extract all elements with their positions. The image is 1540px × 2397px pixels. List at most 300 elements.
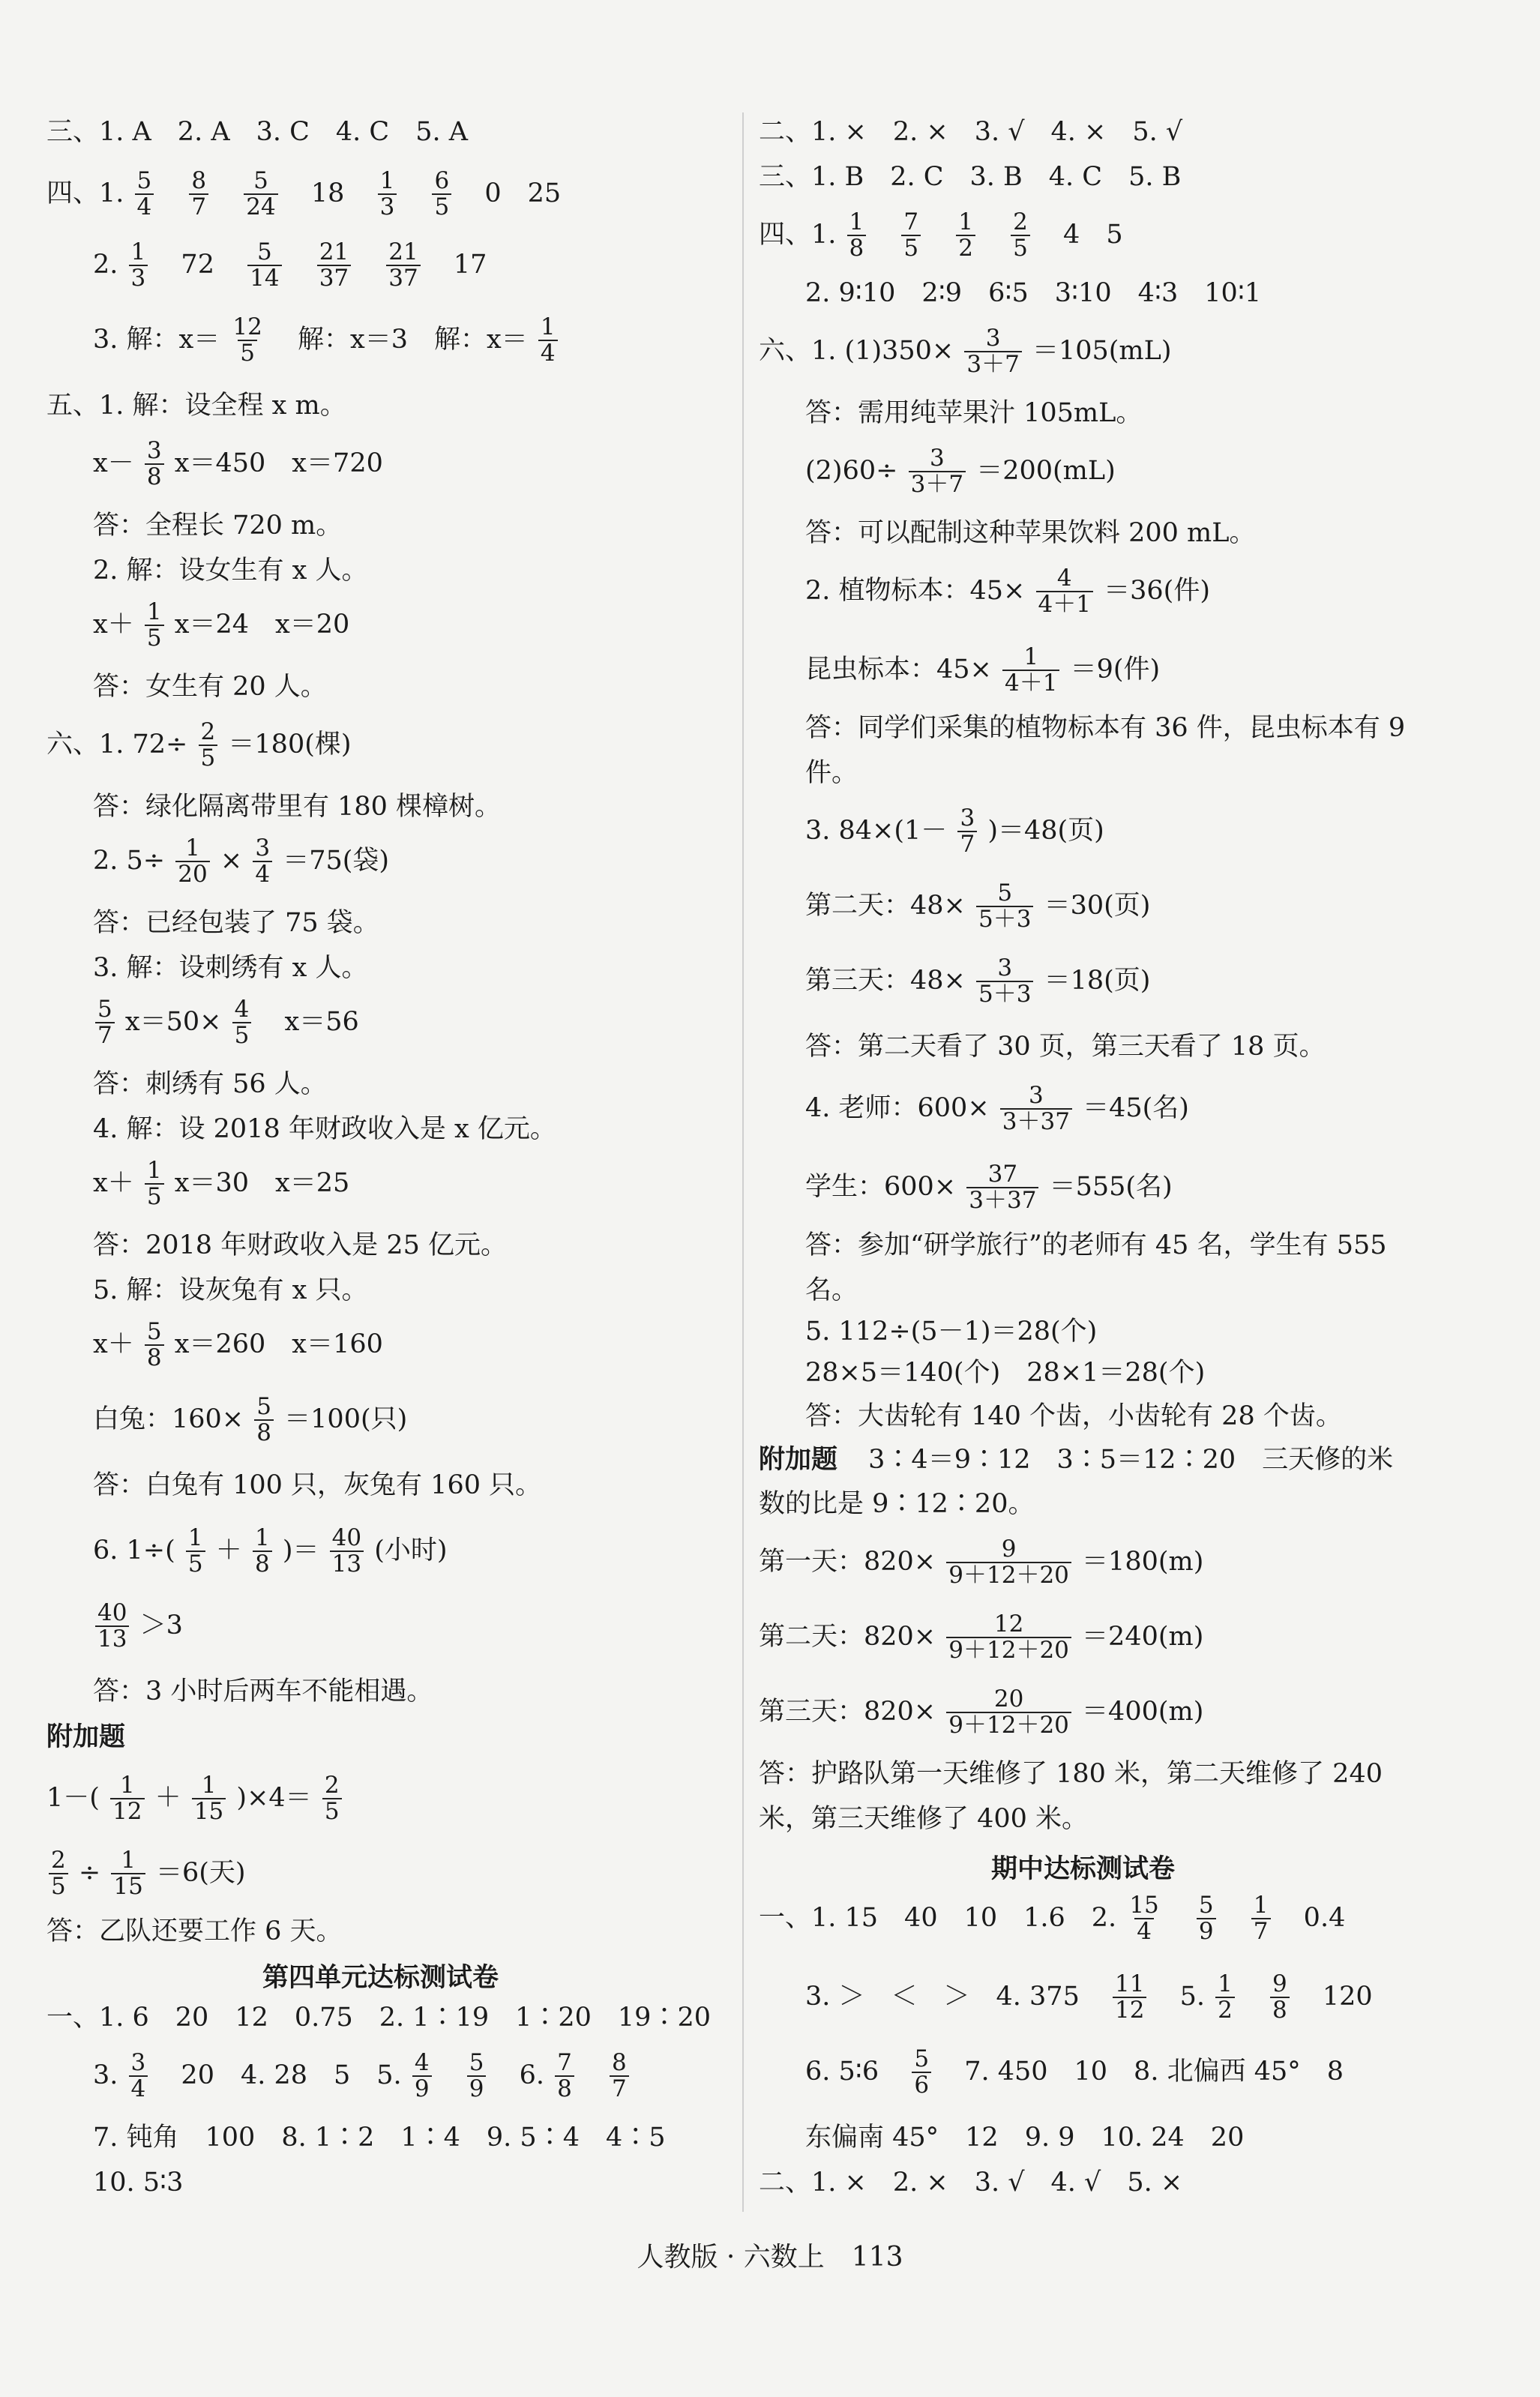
text-segment: ＝240(m) [1082, 1621, 1204, 1652]
text-segment: 四、1. [759, 219, 837, 250]
fraction [95, 1601, 129, 1652]
denominator: 13 [330, 1551, 364, 1577]
answer-line [46, 1395, 407, 1446]
text-segment: x＝56 [284, 1006, 359, 1037]
numerator: 4 [414, 2049, 430, 2076]
numerator: 21 [319, 238, 349, 265]
numerator: 8 [612, 2049, 627, 2076]
answer-line [759, 2047, 1344, 2099]
numerator: 5 [146, 1318, 162, 1345]
answer-line [46, 720, 352, 772]
answer-line [46, 1601, 183, 1652]
text-segment: 学生：600× [805, 1171, 957, 1202]
denominator: 4 [135, 193, 154, 220]
text-segment: (2)60÷ [805, 455, 898, 486]
numerator: 1 [849, 208, 864, 235]
fraction [909, 446, 966, 498]
denominator: 5＋3 [976, 906, 1033, 932]
answer-line [46, 315, 560, 367]
denominator: 5 [49, 1873, 68, 1899]
numerator: 3 [146, 437, 162, 464]
numerator: 20 [993, 1685, 1024, 1712]
numerator: 1 [958, 208, 974, 235]
answer-line: 3. 解：设刺绣有 x 人。 [93, 953, 368, 983]
fraction [110, 1773, 144, 1825]
answer-line: 答：同学们采集的植物标本有 36 件，昆虫标本有 9 [805, 713, 1406, 743]
text-segment: 17 [453, 249, 487, 280]
numerator: 1 [187, 1524, 203, 1551]
fraction [966, 1162, 1038, 1214]
numerator: 1 [121, 1847, 136, 1874]
fraction [956, 210, 975, 262]
denominator: 9＋12＋20 [946, 1637, 1071, 1663]
numerator: 4 [234, 996, 250, 1023]
text-segment: )＝ [282, 1535, 319, 1566]
fraction [253, 836, 272, 888]
denominator: 9＋12＋20 [946, 1562, 1071, 1588]
text-segment: x＝30 x＝25 [174, 1167, 350, 1198]
denominator: 9 [1197, 1918, 1216, 1944]
answer-line [46, 1320, 383, 1371]
fraction [901, 210, 921, 262]
text-segment: 昆虫标本：45× [805, 654, 992, 685]
fraction [976, 956, 1033, 1008]
text-segment: ＝180(棵) [228, 729, 352, 760]
text-segment: 四、1. [46, 178, 124, 208]
denominator: 4 [253, 861, 272, 887]
denominator: 5 [238, 340, 257, 366]
text-segment: ＝36(件) [1104, 575, 1210, 606]
fraction [145, 1158, 164, 1210]
text-segment: ＝30(页) [1044, 890, 1151, 921]
answer-line [759, 881, 1150, 933]
numerator: 7 [903, 208, 919, 235]
denominator: 7 [189, 193, 208, 220]
numerator: 5 [256, 238, 272, 265]
answer-line: 2. 9∶10 2∶9 6∶5 3∶10 4∶3 10∶1 [805, 278, 1262, 308]
numerator: 1 [1253, 1892, 1269, 1919]
answer-line: 东偏南 45° 12 9. 9 10. 24 20 [805, 2123, 1245, 2153]
answer-line: 答：刺绣有 56 人。 [93, 1069, 327, 1099]
denominator: 4 [538, 340, 558, 366]
answer-line: 米，第三天维修了 400 米。 [759, 1804, 1089, 1834]
numerator: 5 [136, 167, 152, 194]
answer-line: 答：女生有 20 人。 [93, 672, 327, 702]
answer-line [46, 2051, 631, 2102]
text-segment: 3. ＞ ＜ ＞ 4. 375 [805, 1981, 1080, 2012]
answer-line: 7. 钝角 100 8. 1∶2 1∶4 9. 5∶4 4∶5 [93, 2123, 666, 2153]
answer-line [759, 1612, 1203, 1664]
text-segment: x＋ [93, 609, 134, 640]
denominator: 9＋12＋20 [946, 1712, 1071, 1738]
text-segment: 6. 1÷( [93, 1535, 175, 1566]
fraction [1036, 566, 1093, 618]
section-label: 附加题 [46, 1721, 126, 1752]
fraction [254, 1395, 274, 1446]
answer-line: 答：已经包装了 75 袋。 [93, 908, 379, 938]
denominator: 3 [378, 193, 397, 220]
denominator: 7 [95, 1022, 115, 1048]
numerator: 8 [191, 167, 207, 194]
denominator: 8 [847, 235, 867, 261]
text-segment: 第三天：820× [759, 1696, 936, 1727]
text-segment: x＝24 x＝20 [174, 609, 350, 640]
text-segment: ＝180(m) [1082, 1546, 1204, 1577]
denominator: 5 [901, 235, 921, 261]
fraction [1197, 1893, 1216, 1945]
section-label: 附加题 [759, 1444, 838, 1475]
fraction [1011, 210, 1030, 262]
denominator: 12 [110, 1798, 144, 1824]
denominator: 4 [129, 2075, 148, 2102]
fraction [322, 1773, 342, 1825]
answer-line [46, 1158, 349, 1210]
fraction [946, 1612, 1071, 1664]
denominator: 3＋37 [966, 1187, 1038, 1213]
answer-line: 答：护路队第一天维修了 180 米，第二天维修了 240 [759, 1759, 1383, 1789]
text-segment: 18 [310, 178, 345, 208]
answer-line [759, 956, 1150, 1008]
answer-line: 5. 解：设灰兔有 x 只。 [93, 1275, 368, 1305]
numerator: 1 [201, 1772, 217, 1799]
answer-line: 10. 5∶3 [93, 2168, 184, 2198]
denominator: 15 [192, 1798, 226, 1824]
denominator: 8 [253, 1551, 272, 1577]
numerator: 1 [540, 313, 556, 340]
numerator: 21 [388, 238, 418, 265]
text-segment: 一、1. 15 40 10 1.6 2. [759, 1902, 1117, 1933]
numerator: 15 [1129, 1892, 1159, 1919]
fraction [610, 2051, 629, 2102]
answer-line: 名。 [805, 1275, 858, 1305]
answer-line [759, 645, 1160, 697]
answer-line [759, 210, 1123, 262]
fraction [230, 315, 264, 367]
text-segment: x＋ [93, 1167, 134, 1198]
numerator: 1 [1023, 643, 1039, 670]
numerator: 5 [997, 879, 1013, 906]
fraction [1002, 645, 1059, 697]
section-heading: 期中达标测试卷 [991, 1853, 1176, 1884]
numerator: 5 [97, 996, 112, 1023]
text-segment: 3. 解：x＝ [93, 324, 220, 355]
numerator: 1 [379, 167, 395, 194]
denominator: 5 [186, 1551, 205, 1577]
text-segment: ＋ [154, 1782, 181, 1813]
numerator: 40 [331, 1524, 362, 1551]
denominator: 7 [1251, 1918, 1271, 1944]
answer-line [759, 806, 1104, 858]
answer-line: 件。 [805, 758, 858, 788]
answer-line: 答：参加“研学旅行”的老师有 45 名，学生有 555 [805, 1230, 1387, 1260]
numerator: 1 [119, 1772, 135, 1799]
text-segment: ＝75(袋) [283, 845, 390, 876]
fraction [847, 210, 867, 262]
fraction [317, 240, 351, 292]
answer-line [46, 240, 487, 292]
text-segment: ＝100(只) [284, 1404, 408, 1434]
fraction [412, 2051, 432, 2102]
answer-line: 答：乙队还要工作 6 天。 [46, 1916, 343, 1946]
denominator: 7 [610, 2075, 629, 2102]
fraction [538, 315, 558, 367]
text-segment: x＝260 x＝160 [174, 1329, 383, 1359]
answer-line: 答：大齿轮有 140 个齿，小齿轮有 28 个齿。 [805, 1401, 1342, 1431]
fraction [192, 1773, 226, 1825]
answer-line [46, 1773, 344, 1825]
text-segment: 第二天：48× [805, 890, 966, 921]
answer-line: 数的比是 9∶12∶20。 [759, 1489, 1035, 1519]
fraction [964, 326, 1021, 378]
denominator: 2 [956, 235, 975, 261]
numerator: 2 [200, 718, 216, 745]
denominator: 8 [145, 1344, 164, 1371]
answer-line: 答：绿化隔离带里有 180 棵樟树。 [93, 792, 502, 822]
denominator: 5 [145, 1183, 164, 1209]
denominator: 9 [412, 2075, 432, 2102]
numerator: 9 [1272, 1970, 1287, 1997]
denominator: 2 [1215, 1997, 1235, 2023]
fraction [189, 169, 208, 220]
numerator: 12 [232, 313, 262, 340]
text-segment: 解：x＝3 解：x＝ [298, 324, 528, 355]
denominator: 15 [111, 1873, 145, 1899]
text-segment: ＝6(天) [155, 1857, 246, 1888]
text-segment: 0.4 [1303, 1902, 1346, 1933]
text-segment: (小时) [374, 1535, 448, 1566]
answer-line [759, 1687, 1203, 1739]
text-segment: 第一天：820× [759, 1546, 936, 1577]
numerator: 2 [1013, 208, 1028, 235]
text-segment: 3. 84×(1－ [805, 815, 948, 846]
numerator: 7 [557, 2049, 572, 2076]
text-segment: 第三天：48× [805, 965, 966, 996]
answer-line [46, 600, 349, 652]
text-segment: ＝555(名) [1049, 1171, 1173, 1202]
text-segment: )＝48(页) [987, 815, 1104, 846]
text-segment: ＝105(mL) [1032, 335, 1172, 366]
numerator: 1 [254, 1524, 270, 1551]
denominator: 5 [232, 1022, 252, 1048]
fraction [1215, 1972, 1235, 2024]
text-segment: x－ [93, 448, 134, 478]
numerator: 3 [255, 834, 271, 861]
fraction [145, 439, 164, 490]
text-segment: x＝50× [124, 1006, 222, 1037]
text-segment: 3∶4＝9∶12 3∶5＝12∶20 三天修的米 [868, 1445, 1394, 1475]
text-segment: 第二天：820× [759, 1621, 936, 1652]
denominator: 5＋3 [976, 981, 1033, 1007]
numerator: 3 [929, 445, 945, 472]
numerator: 3 [997, 954, 1013, 981]
fraction [232, 997, 252, 1049]
text-segment: x＋ [93, 1329, 134, 1359]
answer-line: 答：2018 年财政收入是 25 亿元。 [93, 1230, 507, 1260]
fraction [129, 240, 148, 292]
text-segment: ＞3 [139, 1610, 183, 1640]
denominator: 7 [957, 831, 977, 857]
text-segment: ＝18(页) [1044, 965, 1151, 996]
column-divider [742, 112, 744, 2212]
text-segment: )×4＝ [236, 1782, 312, 1813]
fraction [946, 1537, 1071, 1589]
numerator: 3 [130, 2049, 146, 2076]
denominator: 5 [432, 193, 451, 220]
denominator: 5 [145, 625, 164, 651]
text-segment: ＝200(mL) [976, 455, 1116, 486]
denominator: 9 [467, 2075, 487, 2102]
page-footer: 人教版 · 六数上 113 [637, 2242, 903, 2273]
fraction [957, 806, 977, 858]
text-segment: 6. 5∶6 [805, 2056, 879, 2087]
answer-line: 三、1. B 2. C 3. B 4. C 5. B [759, 162, 1182, 192]
numerator: 3 [1029, 1082, 1044, 1109]
answer-line [46, 1526, 448, 1578]
answer-line [46, 1848, 246, 1900]
denominator: 4＋1 [1002, 670, 1059, 696]
fraction [555, 2051, 574, 2102]
text-segment: 2. [93, 249, 118, 280]
answer-line: 5. 112÷(5－1)＝28(个) [805, 1317, 1098, 1347]
text-segment: ÷ [78, 1857, 101, 1888]
fraction [1251, 1893, 1271, 1945]
text-segment: 3. [93, 2060, 118, 2090]
fraction [247, 240, 281, 292]
answer-line [759, 1162, 1173, 1214]
numerator: 1 [146, 1157, 162, 1184]
answer-line: 答：白兔有 100 只，灰兔有 160 只。 [93, 1470, 542, 1500]
answer-line [759, 446, 1116, 498]
fraction [186, 1526, 205, 1578]
answer-line: 2. 解：设女生有 x 人。 [93, 556, 368, 586]
fraction [145, 600, 164, 652]
text-segment: 2. 5÷ [93, 845, 166, 876]
answer-line [759, 1443, 1393, 1477]
text-segment: 六、1. (1)350× [759, 335, 954, 366]
answer-line [759, 1972, 1373, 2024]
text-segment: 4 5 [1063, 219, 1123, 250]
answer-line [759, 1893, 1345, 1945]
numerator: 5 [256, 1393, 272, 1420]
text-segment: 白兔：160× [93, 1404, 244, 1434]
denominator: 24 [244, 193, 277, 220]
answer-line: 一、1. 6 20 12 0.75 2. 1∶19 1∶20 19∶20 [46, 2003, 711, 2033]
fraction [976, 881, 1033, 933]
answer-line: 答：第二天看了 30 页，第三天看了 18 页。 [805, 1032, 1326, 1062]
numerator: 4 [1056, 565, 1072, 592]
denominator: 6 [912, 2072, 931, 2098]
fraction [1270, 1972, 1290, 2024]
text-segment: 20 4. 28 5 5. [181, 2060, 402, 2090]
fraction [386, 240, 420, 292]
fraction [244, 169, 277, 220]
denominator: 3 [129, 265, 148, 291]
numerator: 2 [51, 1847, 66, 1874]
denominator: 3＋7 [964, 351, 1021, 377]
fraction [49, 1848, 68, 1900]
fraction [946, 1687, 1071, 1739]
denominator: 4＋1 [1036, 591, 1093, 617]
answer-line: 五、1. 解：设全程 x m。 [46, 391, 346, 421]
answer-line: 二、1. × 2. × 3. √ 4. √ 5. × [759, 2168, 1183, 2198]
numerator: 1 [1218, 1970, 1233, 1997]
fraction [253, 1526, 272, 1578]
text-segment: ＝400(m) [1082, 1696, 1204, 1727]
denominator: 12 [1113, 1997, 1146, 2023]
fraction [1127, 1893, 1161, 1945]
text-segment: ＝9(件) [1070, 654, 1161, 685]
fraction [1113, 1972, 1146, 2024]
denominator: 5 [1011, 235, 1030, 261]
denominator: 8 [145, 463, 164, 490]
denominator: 37 [317, 265, 351, 291]
numerator: 11 [1114, 1970, 1145, 1997]
answer-line [46, 997, 359, 1049]
answer-line: 4. 解：设 2018 年财政收入是 x 亿元。 [93, 1114, 556, 1144]
answer-line: 三、1. A 2. A 3. C 4. C 5. A [46, 117, 468, 147]
numerator: 37 [987, 1161, 1018, 1188]
answer-line: 二、1. × 2. × 3. √ 4. × 5. √ [759, 117, 1183, 147]
numerator: 1 [185, 834, 200, 861]
denominator: 14 [247, 265, 281, 291]
denominator: 20 [175, 861, 209, 887]
fraction [175, 836, 209, 888]
answer-line [46, 439, 383, 490]
text-segment: 1－( [46, 1782, 100, 1813]
denominator: 37 [386, 265, 420, 291]
numerator: 3 [985, 325, 1001, 352]
fraction [95, 997, 115, 1049]
answer-line: 答：需用纯苹果汁 105mL。 [805, 398, 1143, 428]
fraction [432, 169, 451, 220]
numerator: 12 [993, 1610, 1024, 1637]
fraction [145, 1320, 164, 1371]
text-segment: 5. [1179, 1981, 1205, 2012]
text-segment: 120 [1322, 1981, 1373, 2012]
numerator: 3 [960, 804, 975, 831]
numerator: 5 [914, 2045, 930, 2072]
numerator: 40 [97, 1599, 127, 1626]
answer-line [759, 566, 1210, 618]
denominator: 5 [199, 745, 218, 771]
fraction [912, 2047, 931, 2099]
text-segment: 0 25 [484, 178, 562, 208]
numerator: 1 [146, 598, 162, 625]
numerator: 2 [324, 1772, 340, 1799]
answer-line: 28×5＝140(个) 28×1＝28(个) [805, 1358, 1206, 1388]
denominator: 8 [1270, 1997, 1290, 2023]
denominator: 5 [322, 1798, 342, 1824]
answer-line: 答：可以配制这种苹果饮料 200 mL。 [805, 518, 1256, 548]
text-segment: 4. 老师：600× [805, 1092, 990, 1123]
answer-line [759, 326, 1172, 378]
text-segment: ＋ [215, 1535, 242, 1566]
denominator: 4 [1134, 1918, 1154, 1944]
text-segment: ＝45(名) [1083, 1092, 1189, 1123]
numerator: 5 [1198, 1892, 1214, 1919]
denominator: 3＋7 [909, 471, 966, 497]
fraction [129, 2051, 148, 2102]
text-segment: x＝450 x＝720 [174, 448, 383, 478]
text-segment: 7. 450 10 8. 北偏西 45° 8 [964, 2056, 1344, 2087]
text-segment: 72 [181, 249, 214, 280]
fraction [378, 169, 397, 220]
fraction [135, 169, 154, 220]
answer-line [46, 169, 561, 220]
fraction [467, 2051, 487, 2102]
fraction [1000, 1083, 1072, 1135]
denominator: 8 [254, 1419, 274, 1446]
